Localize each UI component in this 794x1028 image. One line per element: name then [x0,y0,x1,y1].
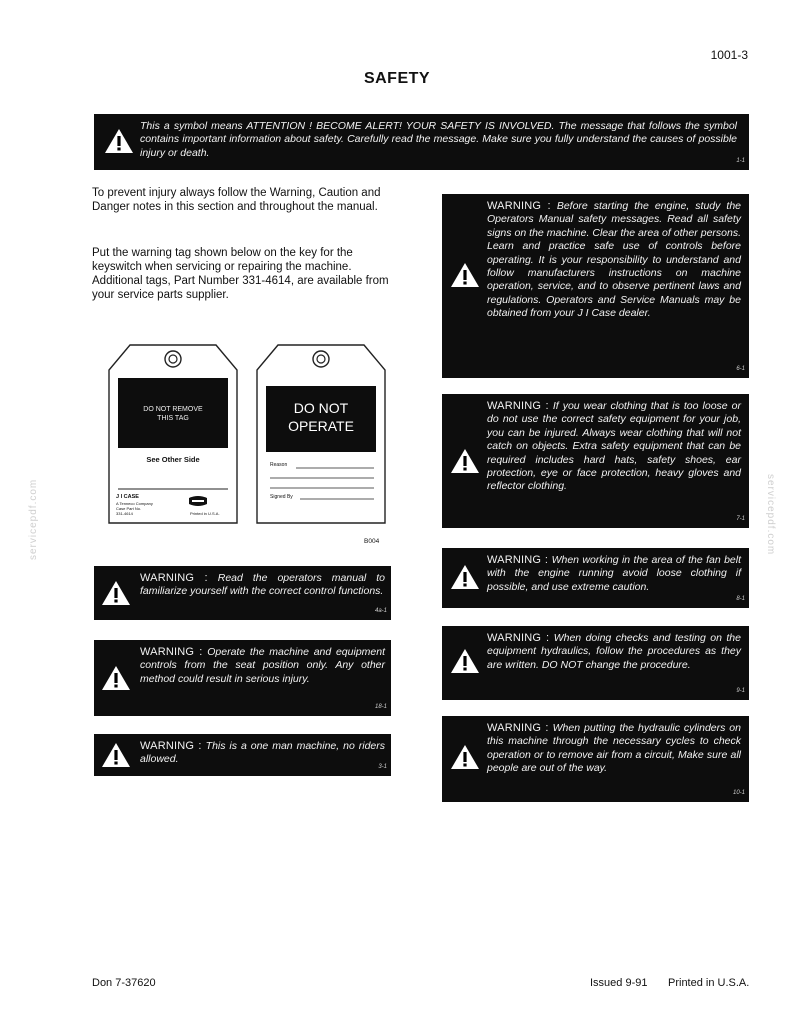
footer-issued: Issued 9-91 [590,977,648,989]
tag-do-not: DO NOT [293,400,349,416]
warning-text: When doing checks and testing on the equipment hydraulics, follow the procedures as they are written. DO NOT change the procedure. [487,632,741,671]
warning-triangle-icon [450,448,480,474]
warning-box-6 [442,548,749,608]
warning-text: Before starting the engine, study the Operators Manual safety messages. Read all safety signs on the machine. Clear the area of other persons. Learn and practice safe use of controls before operating. It is your responsibility to understand and follow manufacturers instructions on machine operation, service, and to observe pertinent laws and regulations. Operators and Service Manuals may be obtained from your J I Case dealer. [487,200,742,320]
watermark-right: servicepdf.com [765,474,776,556]
warning-head: WARNING : [140,646,203,658]
footer-printed: Printed in U.S.A. [668,977,750,989]
tag-company-sub-1: A Tenneco Company [116,501,153,506]
figure-code: B004 [364,538,380,545]
warning-triangle-icon [450,648,480,674]
warning-box-4 [442,194,749,378]
intro-paragraph-1: To prevent injury always follow the Warning, Caution and Danger notes in this section and throughout the manual. [92,187,381,213]
warning-head: WARNING : [487,200,551,212]
tag-this-tag: THIS TAG [157,415,189,422]
warning-box-8 [442,716,749,802]
intro-paragraph-2: Put the warning tag shown below on the key for the keyswitch when servicing or repairing the machine. Additional tags, Part Number 331-4614, are available from your service parts supplier. [92,247,389,301]
warning-code: 6-1 [736,365,745,372]
attention-box [94,114,749,170]
warning-code: 8-1 [736,595,745,602]
watermark-left: servicepdf.com [28,478,39,560]
warning-code: 9-1 [736,687,745,694]
page-title: SAFETY [363,70,431,87]
warning-tag-front [256,344,386,524]
warning-triangle-icon [450,564,480,590]
warning-text: Operate the machine and equipment controls from the seat position only. Any other method could result in serious injury. [140,646,385,685]
warning-head: WARNING : [487,632,550,644]
tag-signed-by-label: Signed By [270,494,293,500]
page-number: 1001-3 [710,48,748,62]
warning-code: 3-1 [378,763,387,770]
warning-triangle-icon [450,262,480,288]
warning-triangle-icon [101,665,131,691]
warning-text: If you wear clothing that is too loose or do not use the correct safety equipment for your job, you can be injured. Always wear clothing that will not catch on objects. Extra safety equipment that can be required includes hard hats, safety shoes, ear protection, eye or face protection, heavy gloves and reflector clothing. [487,400,742,493]
tag-company-sub-2: Case Part No. [116,506,142,511]
warning-triangle-icon [101,742,131,768]
warning-code: 4a-1 [374,607,387,614]
warning-text: This is a one man machine, no riders allowed. [140,740,386,766]
warning-code: 10-1 [732,789,745,796]
warning-code: 7-1 [736,515,745,522]
warning-text: When putting the hydraulic cylinders on this machine through the necessary cycles to check operation or to remove air from a circuit, Make sure all people are out of the way. [487,722,741,775]
warning-box-1 [94,566,391,620]
warning-triangle-icon [101,580,131,606]
warning-box-2 [94,640,391,716]
tag-printed: Printed in U.S.A. [190,511,220,516]
warning-box-3 [94,734,391,776]
tag-operate: OPERATE [288,418,354,434]
warning-head: WARNING : [140,572,208,584]
warning-box-5 [442,394,749,528]
attention-text: This a symbol means ATTENTION ! BECOME ALERT! YOUR SAFETY IS INVOLVED. The message that follows the symbol contains important information about safety. Carefully read the message. Make sure you fully understand the causes of possible injury or death. [140,120,737,159]
warning-code: 18-1 [374,703,387,710]
warning-head: WARNING : [140,740,202,752]
warning-triangle-icon [450,744,480,770]
tag-do-not-remove: DO NOT REMOVE [143,406,203,413]
warning-text: Read the operators manual to familiarize yourself with the correct control functions. [140,572,385,598]
warning-head: WARNING : [487,722,549,734]
case-logo-icon [188,495,208,507]
tag-company: J I CASE [116,494,139,500]
warning-head: WARNING : [487,554,549,566]
warning-text: When working in the area of the fan belt with the engine running avoid loose clothing if possible, and use extreme caution. [487,554,741,593]
warning-head: WARNING : [487,400,549,412]
attention-code: 1-1 [736,157,745,164]
tag-see-other-side: See Other Side [146,455,200,464]
footer-document-number: Don 7-37620 [92,977,156,989]
tag-reason-label: Reason [270,462,288,468]
warning-triangle-icon [104,128,134,154]
tag-part-no: 331-4614 [116,511,133,516]
warning-box-7 [442,626,749,700]
warning-tag-back [108,344,238,524]
